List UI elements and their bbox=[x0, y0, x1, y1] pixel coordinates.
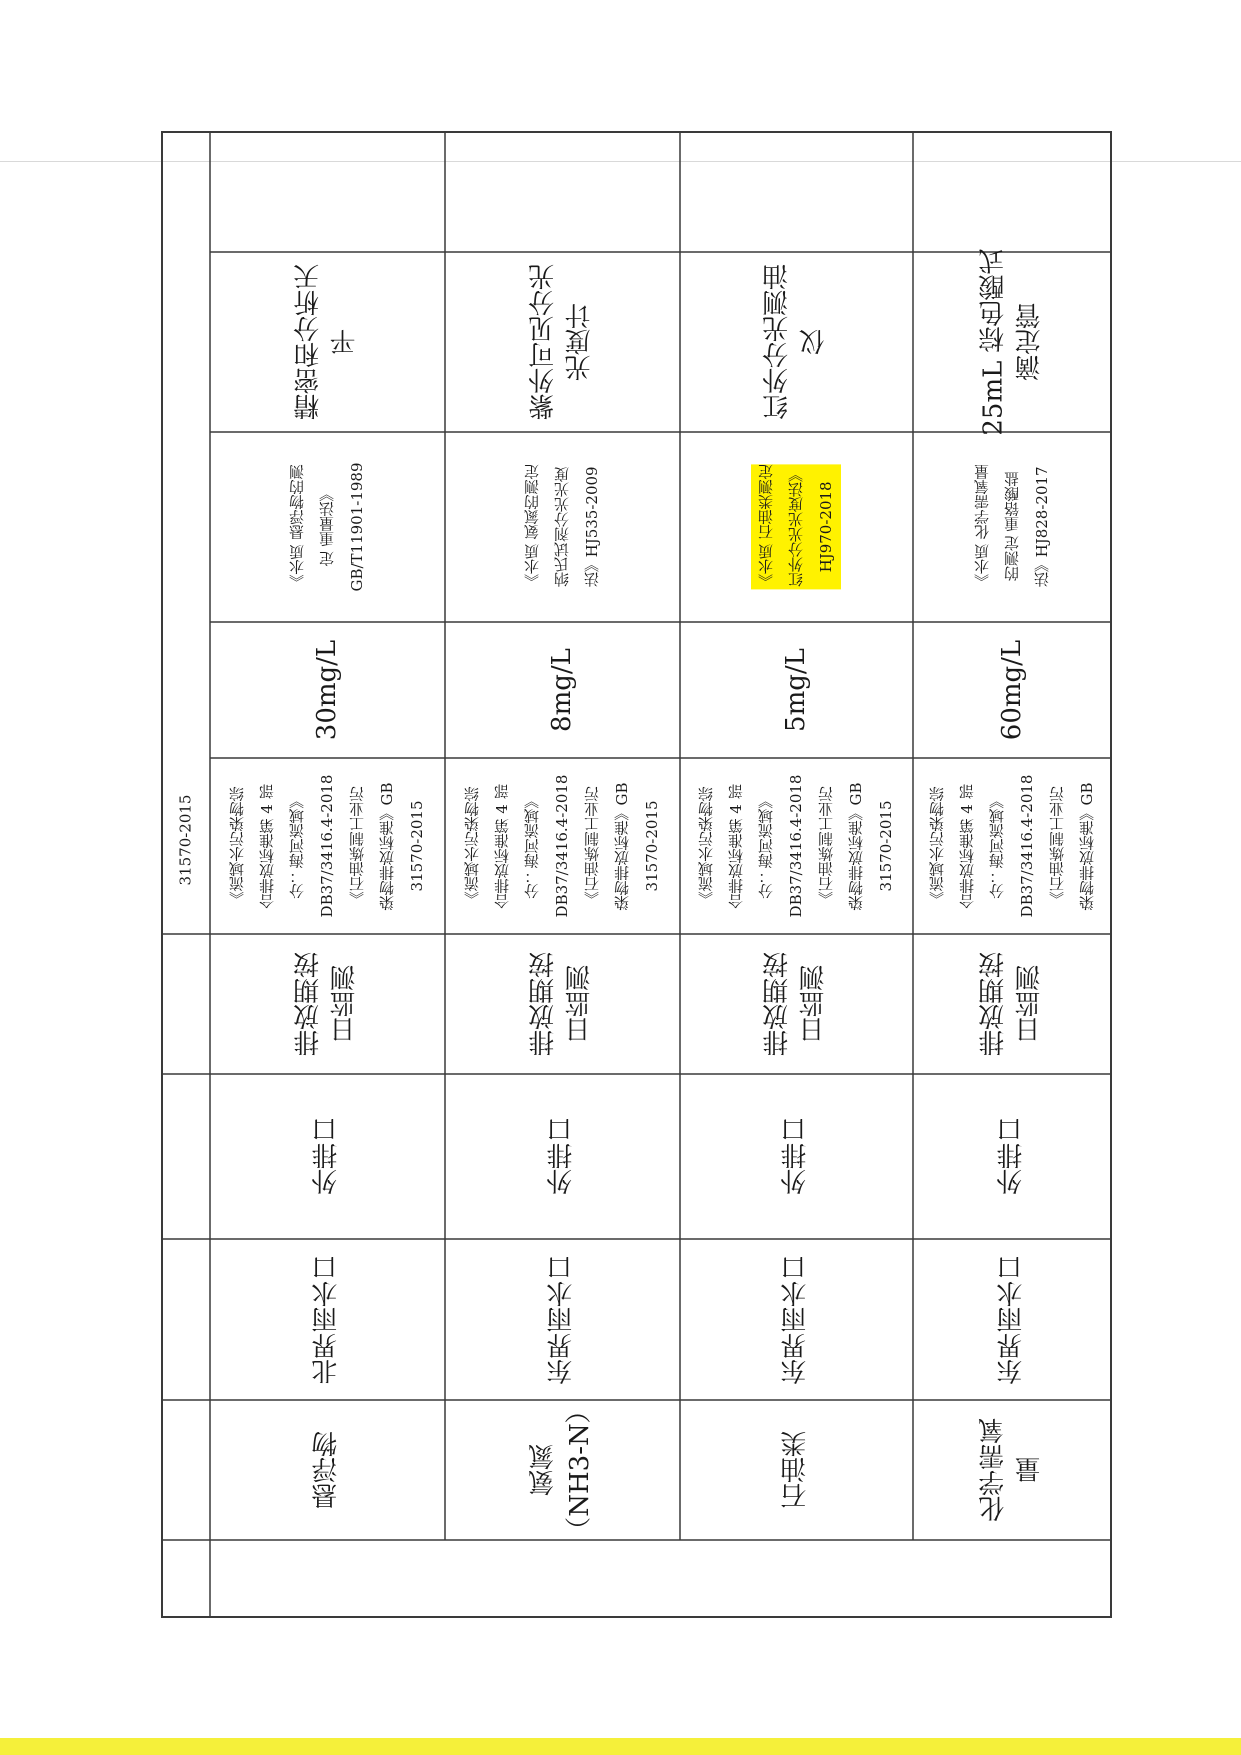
instrument-cell: 紫外可见分光 光度计 bbox=[528, 264, 595, 420]
type-cell: 外排口 bbox=[996, 1117, 1027, 1195]
limit-cell: 60mg/L bbox=[996, 639, 1027, 741]
standard-cell: 《流域水污染物综 合排放标准第 4 部 分：海河流域》 DB37/3416.4-2018 《石油炼制工业污 染物排放标准》GB 31570-2015 bbox=[463, 774, 661, 918]
location-cell: 北界雨水口 bbox=[311, 1255, 342, 1385]
frequency-cell: 排放期按 日监测 bbox=[528, 952, 595, 1056]
standard-cell: 《流域水污染物综 合排放标准第 4 部 分：海河流域》 DB37/3416.4-2018 《石油炼制工业污 染物排放标准》GB 31570-2015 bbox=[697, 774, 895, 918]
item-cell: 石油类 bbox=[780, 1431, 811, 1509]
method-cell: 《水质 悬浮物的测 定 重量法》 GB/T11901-1989 bbox=[288, 462, 366, 592]
frequency-cell: 排放期按 日监测 bbox=[978, 952, 1045, 1056]
location-cell: 东界雨水口 bbox=[780, 1255, 811, 1385]
type-cell: 外排口 bbox=[546, 1117, 577, 1195]
item-cell: 悬浮物 bbox=[311, 1431, 342, 1509]
limit-cell: 5mg/L bbox=[780, 648, 811, 732]
limit-cell: 8mg/L bbox=[546, 648, 577, 732]
standard-cell: 《流域水污染物综 合排放标准第 4 部 分：海河流域》 DB37/3416.4-2018 《石油炼制工业污 染物排放标准》GB 31570-2015 bbox=[228, 774, 426, 918]
highlight-band bbox=[0, 1738, 1241, 1755]
instrument-cell: 红外分光测油 仪 bbox=[762, 264, 829, 420]
location-cell: 东界雨水口 bbox=[546, 1255, 577, 1385]
type-cell: 外排口 bbox=[311, 1117, 342, 1195]
method-cell: 《水质 化学需氧量 的测定 重铬酸盐 法》HJ828-2017 bbox=[973, 464, 1051, 590]
standard-cell: 《流域水污染物综 合排放标准第 4 部 分：海河流域》 DB37/3416.4-2018 《石油炼制工业污 染物排放标准》GB bbox=[928, 774, 1096, 918]
frequency-cell: 排放期按 日监测 bbox=[762, 952, 829, 1056]
location-cell: 东界雨水口 bbox=[996, 1255, 1027, 1385]
item-cell: 氨氮 （NH3-N） bbox=[528, 1397, 595, 1543]
item-cell: 化学需氧 量 bbox=[978, 1418, 1045, 1522]
method-cell: 《水质 氨氮的测定 纳氏试剂分光光度 法》HJ535-2009 bbox=[523, 464, 601, 590]
limit-cell: 30mg/L bbox=[311, 639, 342, 741]
type-cell: 外排口 bbox=[780, 1117, 811, 1195]
method-cell-highlighted: 《水质 石油类测定 红外分光光度法》 HJ970-2018 bbox=[751, 465, 841, 590]
frequency-cell: 排放期按 日监测 bbox=[293, 952, 360, 1056]
instrument-cell: 25mL 棕色酸式 滴定管 bbox=[978, 248, 1045, 436]
top-strip-text: 31570-2015 bbox=[176, 794, 195, 886]
instrument-cell: 精密和分析天 平 bbox=[293, 264, 360, 420]
